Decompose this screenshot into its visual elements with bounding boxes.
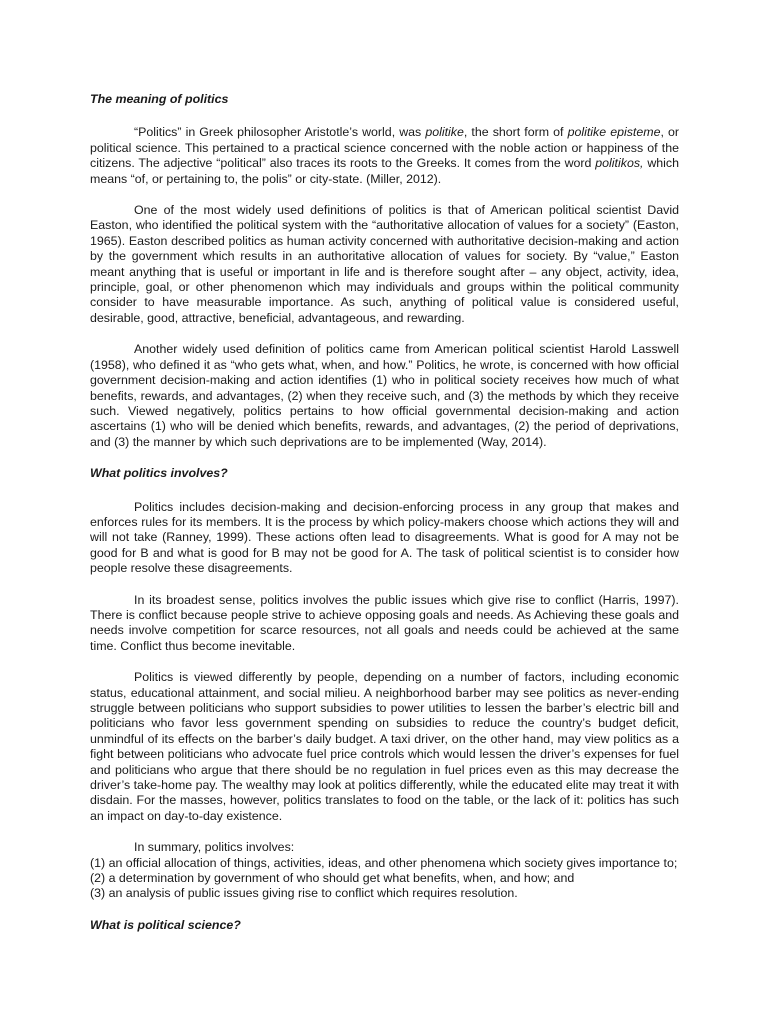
document-page [90, 92, 679, 951]
paragraph-lasswell: Another widely used definition of politics came from American political scientist Harold Lasswell (1958), who defined it as “who gets what, when, and how.” Politics, he wrote, is concerned with how official government decision-making and action identifies (1) who in political society receives how much of what benefits, rewards, and advantages, (2) when they receive such, and (3) the methods by which they receive such. Viewed negatively, politics pertains to how official governmental decision-making and action ascertains (1) who will be denied which benefits, rewards, and advantages, (2) the period of deprivations, and (3) the manner by which such deprivations are to be implemented (Way, 2014). [90, 342, 679, 449]
summary-item: (3) an analysis of public issues giving rise to conflict which requires resolution. [90, 886, 518, 901]
heading-what-politics-involves: What politics involves? [90, 466, 228, 481]
p1-term-politike: politike [425, 125, 464, 140]
paragraph-easton: One of the most widely used definitions of politics is that of American political scientist David Easton, who identified the political system with the “authoritative allocation of values for a society” (Easton, 1965). Easton described politics as human activity concerned with authoritative decision-making and action by the government which results in an authoritative allocation of values for society. By “value,” Easton meant anything that is useful or important in life and is therefore sought after – any object, activity, idea, principle, goal, or other phenomenon which may individuals and groups within the political community consider to have measurable importance. As such, anything of political value is considered useful, desirable, good, attractive, beneficial, advantageous, and rewarding. [90, 203, 679, 325]
paragraph-decision-making: Politics includes decision-making and decision-enforcing process in any group that makes and enforces rules for its members. It is the process by which policy-makers choose which actions they will and will not take (Ranney, 1999). These actions often lead to disagreements. What is good for A may not be good for B and what is good for B may not be good for A. The task of political scientist is to consider how people resolve these disagreements. [90, 499, 679, 576]
p1-text-a: “Politics” in Greek philosopher Aristotle’s world, was [134, 125, 426, 140]
summary-list [90, 840, 679, 902]
heading-what-is-political-science: What is political science? [90, 917, 241, 932]
p1-text-g: which means “of, or pertaining to, the polis” or city-state. (Miller, 2012). [90, 156, 679, 186]
p1-text-c: , the short form of [463, 125, 568, 140]
paragraph-aristotle [90, 125, 679, 187]
summary-intro: In summary, politics involves: [134, 840, 295, 855]
p1-term-politike-episteme: politike episteme [567, 125, 661, 140]
p1-text-e: , or political science. This pertained to a practical science concerned with the noble action or happiness of the citizens. The adjective “political” also traces its roots to the Greeks. It comes from the word [90, 125, 680, 171]
summary-item: (2) a determination by government of who should get what benefits, when, and how; and [90, 871, 575, 886]
paragraph-conflict: In its broadest sense, politics involves the public issues which give rise to conflict (Harris, 1997). There is conflict because people strive to achieve opposing goals and needs. As Achieving these goals and needs involve competition for scarce resources, not all goals and needs could be achieved at the same time. Conflict thus become inevitable. [90, 592, 679, 653]
paragraph-viewpoints: Politics is viewed differently by people, depending on a number of factors, including economic status, educational attainment, and social milieu. A neighborhood barber may see politics as never-ending struggle between politicians who support subsidies to power utilities to lessen the barber’s electric bill and politicians who favor less government spending on subsidies to reduce the country’s budget deficit, unmindful of its effects on the barber’s daily budget. A taxi driver, on the other hand, may view politics as a fight between politicians who advocate fuel price controls which would lessen the driver’s expenses for fuel and politicians who argue that there should be no regulation in fuel prices even as this may decrease the driver’s take-home pay. The wealthy may look at politics differently, while the educated elite may treat it with disdain. For the masses, however, politics translates to food on the table, or the lack of it: politics has such an impact on day-to-day existence. [90, 670, 679, 823]
p1-term-politikos: politikos, [595, 156, 644, 171]
heading-meaning-of-politics: The meaning of politics [90, 92, 229, 106]
summary-item: (1) an official allocation of things, activities, ideas, and other phenomena which society gives importance to; [90, 855, 678, 870]
